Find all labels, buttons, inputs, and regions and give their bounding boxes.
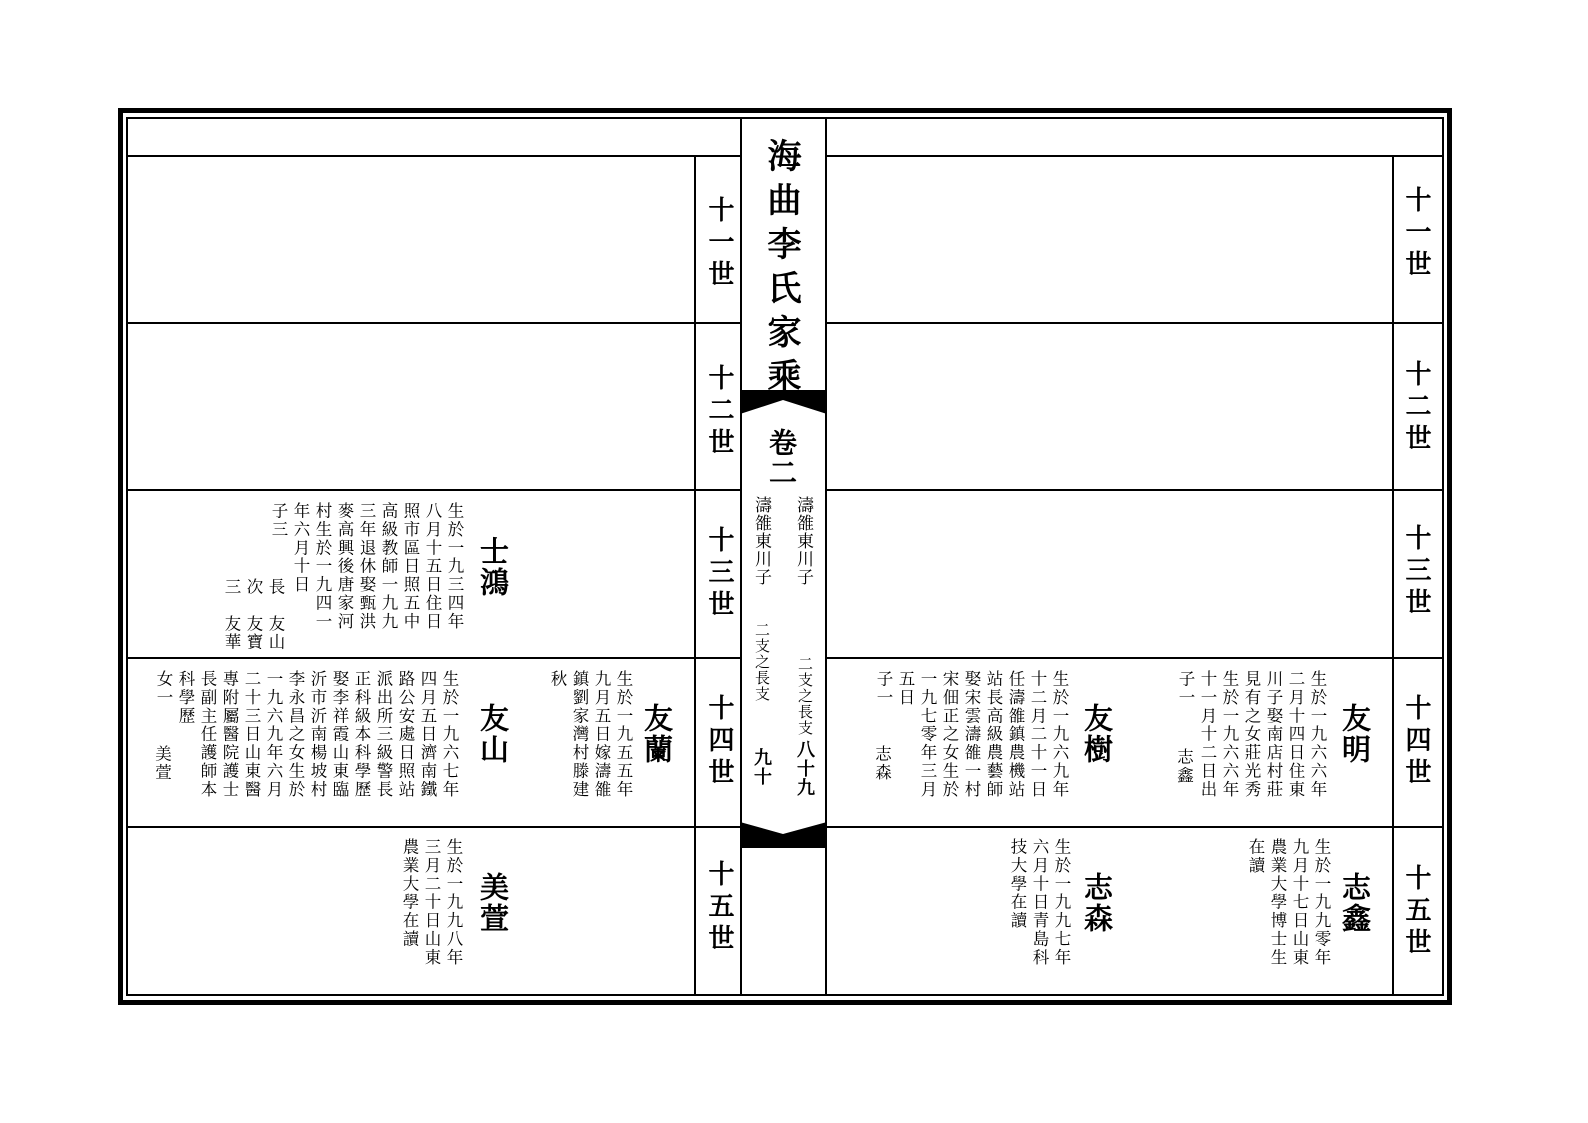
left-row-line (126, 826, 740, 828)
gen-label-13-right: 十三世 (1401, 524, 1431, 620)
person-bio-youlan: 生於一九五五年 九月五日嫁濤雒 鎮劉家灣村滕建 秋 (548, 670, 633, 799)
right-header-line (827, 155, 1444, 157)
gen-label-14-right: 十四世 (1401, 694, 1431, 790)
page-number-left: 九十 (751, 748, 772, 786)
branch-left-sub: 二支之長支 (753, 622, 771, 702)
gen-label-11-right: 十一世 (1401, 186, 1431, 282)
gen-label-13-left: 十三世 (704, 526, 734, 622)
branch-right: 濤雒東川子 (793, 496, 813, 586)
gen-label-15-right: 十五世 (1401, 864, 1431, 960)
person-bio-youshan: 生於一九六七年 四月五日濟南鐵 路公安處日照站 派出所三級警長 正科級本科學歷 娶李祥霞山東臨 沂市沂南楊坡村 李永昌之女生於 一九六九年六月 二十三日山東醫 專附屬醫院護士 長副主任護師本 科學歷 女一 (154, 670, 459, 799)
person-bio-zhixin: 生於一九九零年 九月十七日山東 農業大學博士生 在讀 (1246, 838, 1331, 967)
branch-right-sub: 二支之長支 (796, 656, 814, 736)
person-name-youming: 友明 (1338, 703, 1372, 765)
person-bio-youming: 生於一九六六年 二月十四日住東 川子娶南店村莊 見有之女莊光秀 生於一九六六年 十一月十二日出 子一 (1176, 670, 1327, 799)
gen-label-15-left: 十五世 (704, 860, 734, 956)
child-name-zhixin: 志鑫 (1174, 748, 1194, 785)
branch-left: 濤雒東川子 (751, 496, 771, 586)
gen-label-12-right: 十二世 (1401, 360, 1431, 456)
person-name-youlan: 友蘭 (640, 703, 674, 765)
person-name-youshan: 友山 (476, 703, 510, 765)
person-bio-zhisen: 生於一九九七年 六月十日青島科 技大學在讀 (1008, 838, 1071, 967)
gen-label-11-left: 十一世 (704, 196, 734, 292)
right-gen-column-line (1392, 155, 1394, 996)
spine-left-line (740, 117, 742, 996)
person-bio-meixuan: 生於一九九八年 三月二十日山東 農業大學在讀 (400, 838, 463, 967)
page-number-right: 八十九 (794, 740, 815, 797)
gen-label-12-left: 十二世 (704, 364, 734, 460)
book-title: 海曲李氏家乘 (761, 138, 801, 402)
right-row-line (827, 489, 1444, 491)
left-gen-column-line (694, 155, 696, 996)
person-bio-shihong: 生於一九三四年 八月十五日住日 照市區日照五中 高級教師一九九 三年退休娶甄洪 麥高興後唐家河 村生於一九四一 年六月十日 子三 (269, 502, 464, 631)
right-row-line (827, 322, 1444, 324)
person-name-meixuan: 美萱 (476, 872, 510, 934)
fishtail-lower (740, 822, 827, 852)
children-list-shihong: 長 友山 次 友寶 三 友華 (222, 578, 285, 652)
right-row-line (827, 826, 1444, 828)
right-row-line (827, 657, 1444, 659)
person-bio-youshu: 生於一九六九年 十二月二十一日 任濤雒鎮農機站 站長高級農藝師 娶宋雲濤雒一村 宋佃正之女生於 一九七零年三月 五日 子一 (874, 670, 1069, 799)
person-name-youshu: 友樹 (1080, 703, 1114, 765)
left-row-line (126, 489, 740, 491)
child-name-meixuan: 美萱 (152, 745, 172, 782)
volume-label: 卷二 (765, 428, 798, 488)
person-name-shihong: 士鴻 (476, 536, 510, 598)
spine-right-line (825, 117, 827, 996)
left-row-line (126, 322, 740, 324)
gen-label-14-left: 十四世 (704, 694, 734, 790)
person-name-zhixin: 志鑫 (1338, 872, 1372, 934)
child-name-zhisen: 志森 (872, 745, 892, 782)
left-row-line (126, 657, 740, 659)
person-name-zhisen: 志森 (1080, 872, 1114, 934)
left-header-line (126, 155, 740, 157)
